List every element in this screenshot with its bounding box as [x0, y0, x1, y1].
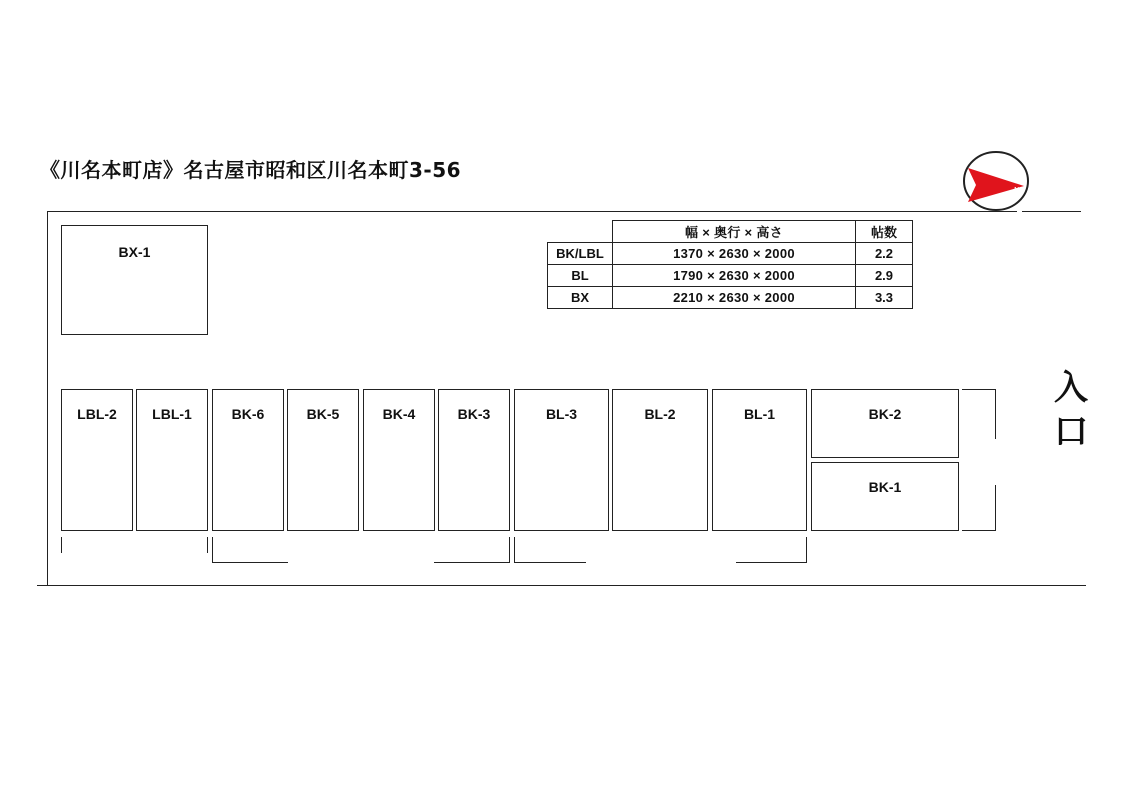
- spec-row-mats: 2.2: [856, 243, 913, 265]
- spec-row: [548, 243, 913, 265]
- site-boundary-top-right: [1022, 211, 1081, 212]
- spec-header-blank: [548, 221, 613, 243]
- end-wall-bottom: [962, 530, 995, 531]
- spec-row-mats: 2.9: [856, 265, 913, 287]
- entrance-label: 入口: [1054, 368, 1088, 452]
- spec-row-mats: 3.3: [856, 287, 913, 309]
- door-mark: [212, 562, 288, 563]
- door-mark: [514, 562, 586, 563]
- site-boundary-top: [47, 211, 1017, 212]
- door-mark: [212, 537, 213, 563]
- spec-header-row: [548, 221, 913, 243]
- spec-table: [547, 220, 913, 309]
- unit-bl-1[interactable]: BL-1: [712, 389, 807, 531]
- unit-bk-5[interactable]: BK-5: [287, 389, 359, 531]
- door-mark: [434, 562, 510, 563]
- unit-bk-3[interactable]: BK-3: [438, 389, 510, 531]
- spec-row-dims: 1790 × 2630 × 2000: [613, 265, 856, 287]
- end-wall-lower: [995, 485, 996, 531]
- unit-lbl-2[interactable]: LBL-2: [61, 389, 133, 531]
- door-mark: [509, 537, 510, 563]
- spec-row-label: BX: [548, 287, 613, 309]
- door-mark: [806, 537, 807, 563]
- unit-bk-4[interactable]: BK-4: [363, 389, 435, 531]
- north-arrow-icon: [962, 150, 1032, 216]
- spec-row-label: BL: [548, 265, 613, 287]
- unit-bx-1[interactable]: BX-1: [61, 225, 208, 335]
- spec-header-mats: 帖数: [856, 221, 913, 243]
- unit-bl-3[interactable]: BL-3: [514, 389, 609, 531]
- page-title: 《川名本町店》名古屋市昭和区川名本町3-56: [40, 158, 462, 182]
- unit-bk-6[interactable]: BK-6: [212, 389, 284, 531]
- spec-header-dims: 幅 × 奥行 × 高さ: [613, 221, 856, 243]
- svg-text:N: N: [1014, 186, 1020, 194]
- unit-bk-1[interactable]: BK-1: [811, 462, 959, 531]
- door-mark: [514, 537, 515, 563]
- site-boundary-bottom: [37, 585, 1086, 586]
- spec-row-dims: 1370 × 2630 × 2000: [613, 243, 856, 265]
- spec-row-label: BK/LBL: [548, 243, 613, 265]
- end-wall-upper: [995, 389, 996, 439]
- spec-row: [548, 287, 913, 309]
- end-wall-top: [962, 389, 995, 390]
- spec-row: [548, 265, 913, 287]
- unit-lbl-1[interactable]: LBL-1: [136, 389, 208, 531]
- site-boundary-left: [47, 211, 48, 585]
- door-mark: [207, 537, 208, 553]
- unit-bk-2[interactable]: BK-2: [811, 389, 959, 458]
- door-mark: [736, 562, 807, 563]
- unit-bl-2[interactable]: BL-2: [612, 389, 708, 531]
- door-mark: [61, 537, 62, 553]
- spec-row-dims: 2210 × 2630 × 2000: [613, 287, 856, 309]
